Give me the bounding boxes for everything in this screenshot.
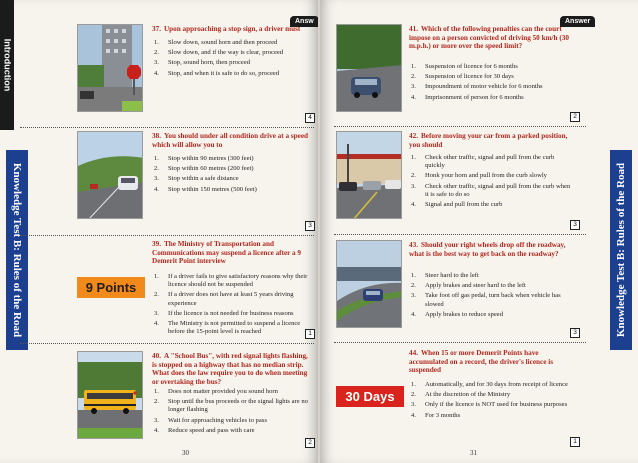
option[interactable]: 2. If a driver does not have at least 5 years driving experience (154, 291, 294, 307)
answer-box-43: 3 (570, 328, 580, 338)
answer-tab-left: Answ (290, 16, 318, 27)
option[interactable]: 1. Automatically, and for 30 days from receipt of licence (411, 381, 568, 388)
stop-sign-photo (77, 24, 143, 112)
option[interactable]: 2. Stop until the bus proceeds or the signal lights are no longer flashing (154, 398, 308, 414)
question-37-title: 37. Upon approaching a stop sign, a driver must (152, 25, 301, 33)
option[interactable]: 4. Reduce speed and pass with care (154, 426, 255, 434)
option[interactable]: 2. Stop within 60 metres (200 feet) (154, 165, 254, 173)
thirty-days-badge: 30 Days (336, 386, 404, 407)
question-43-title: 43. Should your right wheels drop off the roadway, what is the best way to get back on the roadway? (409, 241, 566, 258)
separator (334, 234, 586, 235)
answer-box-44: 1 (570, 437, 580, 447)
option[interactable]: 1. Steer hard to the left (411, 272, 479, 279)
option[interactable]: 4. Imprisonment of person for 6 months (411, 93, 524, 101)
separator (20, 235, 314, 236)
option[interactable]: 4. Signal and pull from the curb (411, 201, 503, 209)
answer-box-40: 2 (305, 438, 315, 448)
road-shoulder-photo (336, 240, 402, 328)
option[interactable]: 1. Check other traffic, signal and pull from the curb quickly (411, 154, 555, 170)
answer-box-42: 3 (570, 220, 580, 230)
question-40-title: 40. A "School Bus", with red signal lights flashing, is stopped on a highway that has no median strip. What does the law require you to do when meeting or overtaking the bus? (152, 352, 308, 386)
answer-box-39: 1 (305, 329, 315, 339)
separator (334, 126, 586, 127)
option[interactable]: 3. If the licence is not needed for business reasons (154, 309, 294, 317)
side-tab-right: Knowledge Test B: Rules of the Road (610, 150, 632, 350)
answer-box-38: 3 (305, 221, 315, 231)
option[interactable]: 4. Apply brakes to reduce speed (411, 310, 503, 318)
question-44-options (409, 381, 574, 422)
option[interactable]: 2. Honk your horn and pull from the curb slowly (411, 172, 547, 180)
option[interactable]: 3. Check other traffic, signal and pull from the curb when it is safe to do so (411, 182, 571, 198)
introduction-tab: Introduction (0, 0, 14, 130)
separator (20, 127, 314, 128)
option[interactable]: 2. Apply brakes and steer hard to the left (411, 282, 526, 290)
question-43-options (409, 272, 574, 321)
option[interactable]: 1. Slow down, sound horn and then proceed (154, 39, 278, 46)
speeding-car-photo (336, 24, 402, 112)
answer-tab-right: Answer (560, 16, 595, 27)
question-37-options (152, 39, 312, 80)
answer-box-37: 4 (305, 113, 315, 123)
option[interactable]: 3. Only if the licence is NOT used for business purposes (411, 401, 568, 409)
option[interactable]: 3. Take foot off gas pedal, turn back when vehicle has slowed (411, 292, 561, 308)
answer-box-41: 2 (570, 112, 580, 122)
option[interactable]: 3. Impoundment of motor vehicle for 6 months (411, 83, 543, 91)
option[interactable]: 3. Stop, sound horn, then proceed (154, 59, 251, 67)
option[interactable]: 4. The Ministry is not permitted to suspend a licence before the 15-point level is reached (154, 320, 301, 336)
option[interactable]: 2. Suspension of licence for 30 days (411, 73, 514, 81)
option[interactable]: 2. At the discretion of the Ministry (411, 391, 511, 399)
question-40-options (152, 388, 312, 437)
option[interactable]: 3. Stop within a safe distance (154, 175, 239, 183)
question-39-options (152, 273, 312, 338)
question-39-title: 39. The Ministry of Transportation and Communications may suspend a licence after a 9 Demerit Point interview (152, 240, 302, 266)
right-page (320, 0, 638, 463)
option[interactable]: 1. If a driver fails to give satisfactory reasons why their licence should not be suspended (154, 273, 308, 289)
parked-cars-photo (336, 131, 402, 219)
option[interactable]: 2. Slow down, and if the way is clear, proceed (154, 49, 284, 57)
question-44-title: 44. When 15 or more Demerit Points have accumulated on a record, the driver's licence is suspended (409, 349, 553, 375)
question-38-title: 38. You should under all condition drive at a speed which will allow you to (152, 132, 309, 149)
question-41-options (409, 63, 574, 104)
option[interactable]: 4. Stop within 150 metres (500 feet) (154, 185, 257, 193)
left-page (0, 0, 318, 463)
option[interactable]: 1. Does not matter provided you sound horn (154, 388, 278, 395)
separator (334, 342, 586, 343)
option[interactable]: 1. Stop within 90 metres (300 feet) (154, 155, 254, 162)
question-42-options (409, 154, 574, 211)
car-road-photo (77, 131, 143, 219)
nine-points-badge: 9 Points (77, 277, 145, 298)
page-number-right: 31 (470, 449, 477, 457)
option[interactable]: 3. Wait for approaching vehicles to pass (154, 416, 267, 424)
question-42-title: 42. Before moving your car from a parked position, you should (409, 132, 568, 149)
option[interactable]: 4. Stop, and when it is safe to do so, proceed (154, 69, 280, 77)
question-38-options (152, 155, 312, 196)
school-bus-photo (77, 351, 143, 439)
question-41-title: 41. Which of the following penalties can the court impose on a person convicted of driving 50 km/h (30 m.p.h.) or more over the speed limit? (409, 25, 569, 51)
page-number-left: 30 (182, 449, 189, 457)
option[interactable]: 4. For 3 months (411, 411, 461, 419)
separator (20, 343, 314, 344)
option[interactable]: 1. Suspension of licence for 6 months (411, 63, 518, 70)
side-tab-left: Knowledge Test B: Rules of the Road (6, 150, 28, 350)
